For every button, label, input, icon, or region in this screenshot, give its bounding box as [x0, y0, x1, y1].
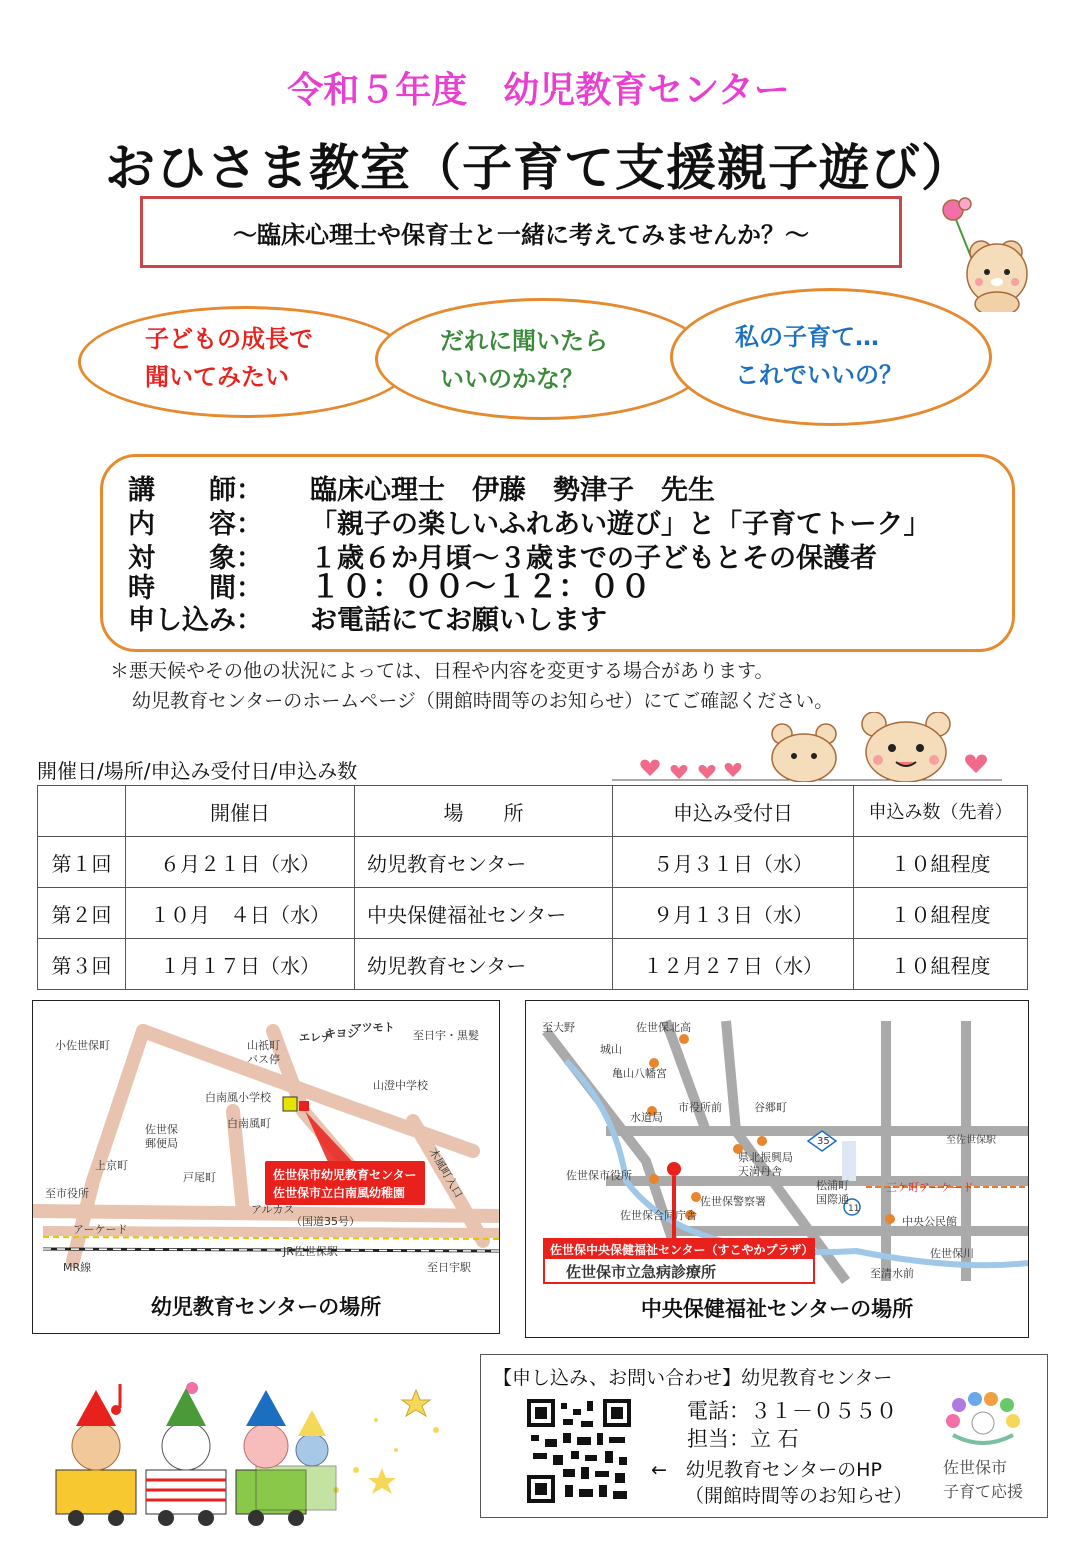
contact-hp-note: （開館時間等のお知らせ） [685, 1485, 913, 1507]
map-chuo-center [525, 1000, 1029, 1338]
map1-label-arukasu: アルカス [251, 1203, 295, 1216]
table-cell-date: １０月 ４日（水） [126, 888, 355, 939]
table-cell-place: 中央保健福祉センター [355, 888, 613, 939]
info-label: 内 容： [128, 509, 263, 540]
map2-center-label1: 佐世保中央保健福祉センター（すこやかプラザ） [550, 1243, 814, 1257]
map2-label-kokusai: 国際通 [816, 1193, 849, 1206]
map2-label-matsuura: 松浦町 [816, 1179, 849, 1192]
contact-hp-link[interactable]: ← 幼児教育センターのHP [651, 1459, 882, 1481]
map2-label-station: 至佐世保駅 [946, 1135, 996, 1146]
map1-label-matsumoto: マツモト [351, 1021, 395, 1034]
map1-label-shiyakusho: 至市役所 [45, 1187, 89, 1200]
tagline-box [140, 196, 902, 268]
info-value: 「親子の楽しいふれあい遊び」と「子育てトーク」 [310, 509, 931, 540]
bubble-parenting-line1: 私の子育て… [735, 323, 879, 351]
bubble-growth-line1: 子どもの成長で [145, 325, 313, 353]
table-cell-count: １０組程度 [854, 837, 1028, 888]
map1-label-mr: MR線 [63, 1261, 92, 1274]
table-header-cell: 開催日 [126, 786, 355, 837]
table-cell-place: 幼児教育センター [355, 939, 613, 990]
header-subtitle: 令和５年度 幼児教育センター [287, 70, 790, 111]
table-header-row [38, 786, 1028, 837]
map2-label-shiyakushomae: 市役所前 [678, 1101, 722, 1114]
info-value: お電話にてお願いします [310, 605, 607, 636]
map2-label-chuo: 中央公民館 [902, 1215, 957, 1228]
info-row-time [128, 569, 651, 605]
map2-label-kenpoku: 県北振興局 [738, 1151, 793, 1164]
map-chuo-center-drawing [526, 1001, 1028, 1287]
map2-label-shimizu: 至清水前 [870, 1267, 914, 1280]
tagline: ～臨床心理士や保育士と一緒に考えてみませんか？～ [233, 220, 809, 249]
map2-label-tenmangu: 天満丹舎 [738, 1165, 782, 1178]
logo-text-city: 佐世保市 [943, 1458, 1008, 1477]
contact-heading: 【申し込み、お問い合わせ】幼児教育センター [493, 1367, 893, 1389]
bubble-who-line2: いいのかな？ [440, 365, 584, 393]
map1-label-yubinkyoku: 郵便局 [145, 1137, 178, 1150]
map2-label-kameyama: 亀山八幡宮 [612, 1067, 667, 1080]
table-cell-accept: ９月１３日（水） [613, 888, 854, 939]
map2-label-shiyakusho: 佐世保市役所 [566, 1169, 632, 1182]
table-header-cell [38, 786, 126, 837]
info-value: 臨床心理士 伊藤 勢津子 先生 [310, 475, 715, 506]
bubble-parenting-line2: これでいいの？ [735, 361, 903, 389]
map2-label-saseborawa: 佐世保川 [930, 1247, 974, 1260]
table-cell-accept: ５月３１日（水） [613, 837, 854, 888]
map-youji-center-drawing [33, 1001, 499, 1281]
info-label: 対 象： [128, 543, 263, 574]
table-row [38, 837, 1028, 888]
contact-phone: 電話：３１－０５５０ [687, 1399, 897, 1423]
map1-label-kisaki: 木風町入口 [426, 1146, 466, 1201]
table-row [38, 888, 1028, 939]
schedule-table [37, 785, 1028, 990]
table-cell-round: 第３回 [38, 939, 126, 990]
map2-center-label2: 佐世保市立急病診療所 [566, 1263, 717, 1281]
info-row-lecturer [128, 474, 715, 508]
map2-label-sankacho: 三ケ町アーケード [886, 1181, 974, 1194]
map1-center-label1: 佐世保市幼児教育センター [273, 1168, 417, 1182]
contact-person: 担当：立 石 [687, 1427, 799, 1451]
map1-label-tobara: 戸尾町 [183, 1171, 216, 1184]
info-value: １０：００～１２：００ [310, 569, 651, 605]
map2-label-shiroyama: 城山 [600, 1043, 622, 1056]
map2-label-omura: 至大野 [542, 1021, 575, 1034]
bear-flower-illustration [925, 192, 1035, 312]
map1-label-erena: エレナ [299, 1031, 332, 1044]
bubble-who-text [440, 322, 608, 398]
table-cell-accept: １２月２７日（水） [613, 939, 854, 990]
map1-label-yamasumi: 山祇町 [247, 1039, 280, 1052]
map2-label-suidokyoku: 水道局 [630, 1111, 663, 1124]
table-cell-round: 第２回 [38, 888, 126, 939]
table-cell-date: ６月２１日（水） [126, 837, 355, 888]
map1-label-sasebo: 佐世保 [145, 1123, 178, 1136]
info-row-content [128, 508, 931, 542]
table-cell-date: １月１７日（水） [126, 939, 355, 990]
map1-caption: 幼児教育センターの場所 [150, 1295, 382, 1319]
page-title: おひさま教室（子育て支援親子遊び） [105, 139, 972, 197]
map1-label-shiranamikaze: 白南風町 [227, 1117, 271, 1130]
note-homepage: 幼児教育センターのホームページ（開館時間等のお知らせ）にてご確認ください。 [132, 690, 834, 712]
table-row [38, 939, 1028, 990]
map1-label-kamikyo: 上京町 [95, 1159, 128, 1172]
bears-hearts-illustration [612, 712, 1002, 782]
map2-label-keisatsu: 佐世保警察署 [700, 1195, 766, 1208]
map2-label-kitako: 佐世保北高 [636, 1021, 691, 1034]
table-header-cell: 申込み受付日 [613, 786, 854, 837]
map1-label-nissyo2: 至日宇駅 [427, 1261, 471, 1274]
bubble-parenting-text [735, 318, 903, 394]
table-cell-place: 幼児教育センター [355, 837, 613, 888]
info-label: 申し込み： [128, 605, 263, 636]
map2-caption: 中央保健福祉センターの場所 [640, 1297, 914, 1321]
map1-label-kiyoshi: キヨシ [325, 1027, 358, 1040]
map2-label-yamatocho: 谷郷町 [754, 1101, 787, 1114]
map1-label-es: 白南風小学校 [205, 1091, 271, 1104]
map1-label-bus: バス停 [247, 1053, 280, 1066]
table-header-cell: 場 所 [355, 786, 613, 837]
logo-text-support: 子育て応援 [943, 1482, 1024, 1501]
table-cell-round: 第１回 [38, 837, 126, 888]
schedule-title: 開催日/場所/申込み受付日/申込み数 [37, 759, 358, 783]
map1-label-yamazumi: 山澄中学校 [373, 1079, 428, 1092]
map1-label-kokudo: （国道35号） [291, 1215, 360, 1228]
info-row-application [128, 604, 607, 638]
note-weather: ＊悪天候やその他の状況によっては、日程や内容を変更する場合があります。 [110, 660, 774, 682]
sasebo-kosodate-logo-icon [939, 1391, 1029, 1451]
map1-label-arcade: アーケード [73, 1223, 128, 1236]
table-cell-count: １０組程度 [854, 888, 1028, 939]
info-label: 講 師： [128, 475, 263, 506]
map1-center-label2: 佐世保市立白南風幼稚園 [273, 1186, 406, 1200]
bubble-growth-text [145, 320, 313, 396]
map2-label-route35: 35 [817, 1136, 830, 1147]
animal-train-illustration [36, 1380, 466, 1530]
map1-label-jr: JR佐世保駅 [283, 1245, 338, 1258]
map1-label-nissyo: 至日宇・黒髪 [413, 1029, 479, 1042]
bubble-who-line1: だれに聞いたら [440, 327, 608, 355]
table-cell-count: １０組程度 [854, 939, 1028, 990]
info-value: １歳６か月頃～３歳までの子どもとその保護者 [310, 543, 877, 574]
map1-label-komakusu: 小佐世保町 [55, 1039, 110, 1052]
map2-label-godo: 佐世保合同庁舎 [620, 1209, 697, 1222]
map-youji-center [32, 1000, 500, 1334]
qr-code-icon[interactable] [527, 1399, 631, 1503]
table-header-cell: 申込み数（先着） [854, 786, 1028, 837]
contact-box [480, 1354, 1048, 1518]
map2-label-route11: 11 [848, 1204, 860, 1214]
info-label: 時 間： [128, 573, 263, 604]
bubble-growth-line2: 聞いてみたい [145, 363, 289, 391]
